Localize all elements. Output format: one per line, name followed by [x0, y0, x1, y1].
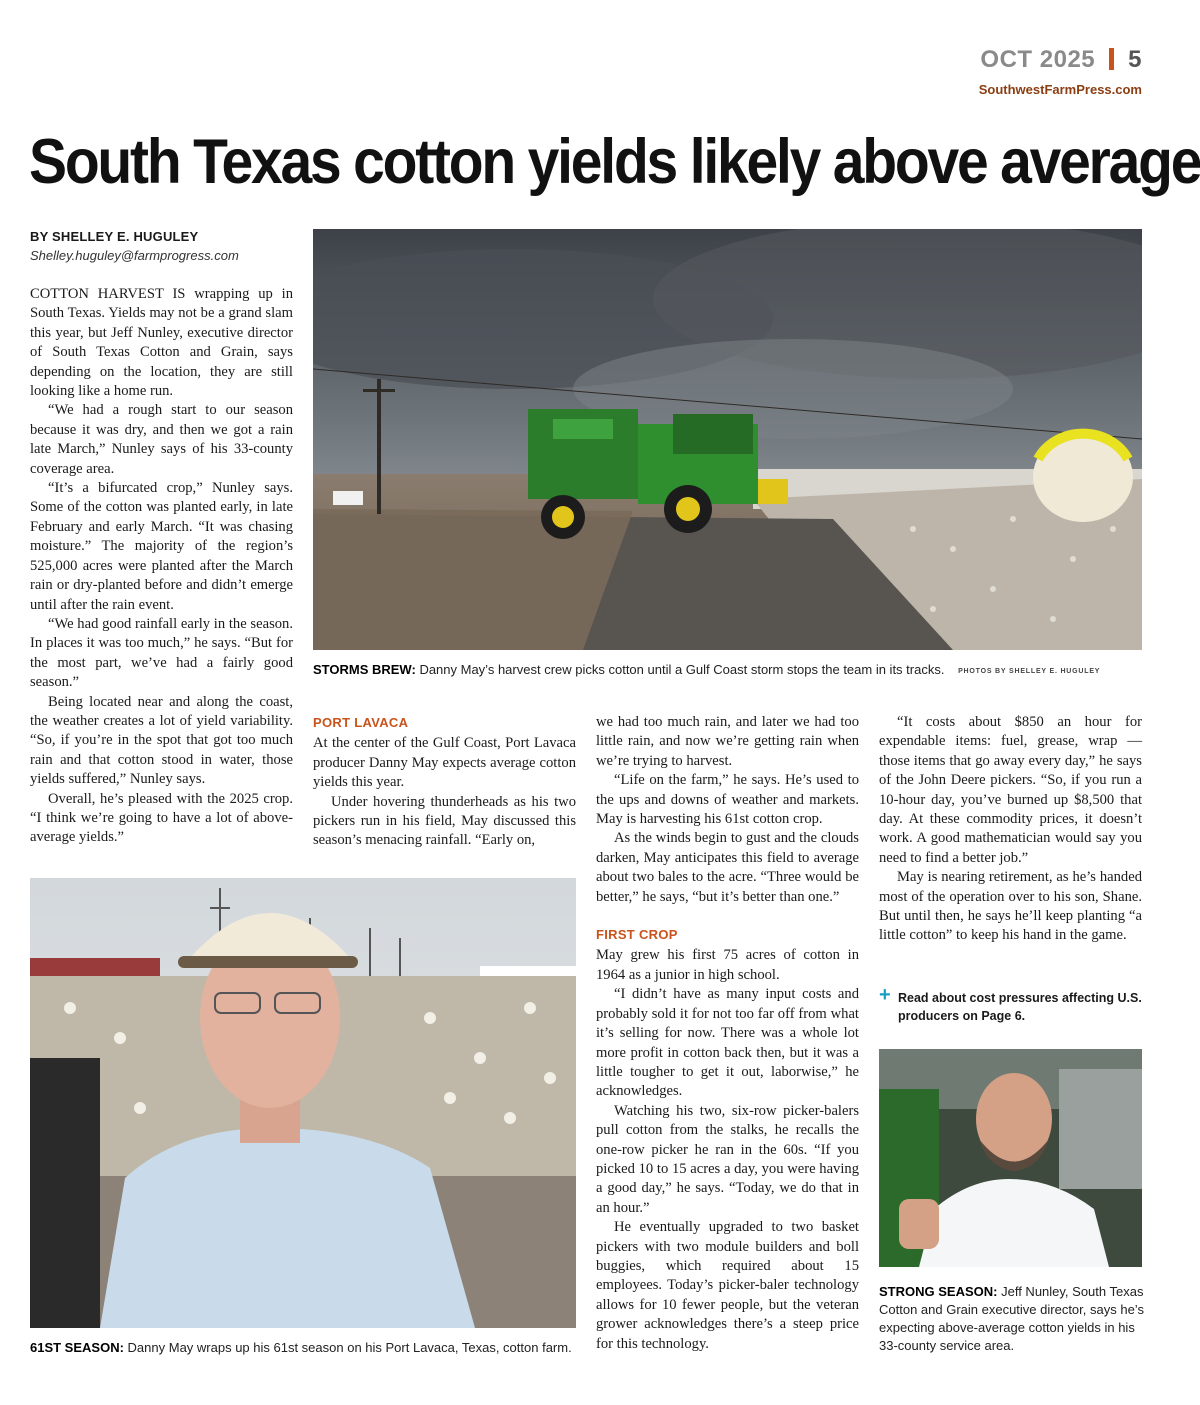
paragraph: Overall, he’s pleased with the 2025 crop. “I think we’re going to have a lot of above-average yields.” [30, 790, 293, 846]
farmer-photo-caption [30, 1339, 590, 1357]
caption-label: STRONG SEASON: [879, 1284, 998, 1299]
paragraph: Watching his two, six-row picker-balers pull cotton from the stalks, he recalls the one-row picker he ran in the 60s. “If you picked 10 to 15 acres a day, you were having a good day,” he says. “Today, we do that in an hour.” [596, 1102, 859, 1216]
paragraph: “It costs about $850 an hour for expendable items: fuel, grease, wrap — those items that go away every day,” he says of the John Deere pickers. “So, if you run a 10-hour day, you’ve burned up $8,500 that day. At these commodity prices, it doesn’t work. A good mathematician would say you need to find a better job.” [879, 714, 1142, 866]
harvest-photo-caption [313, 661, 1143, 681]
farmer-photo [30, 878, 576, 1328]
paragraph: “We had a rough start to our season because it was dry, and then we got a rain late March,” Nunley says of his 33-county coverage area. [30, 402, 293, 477]
subhead-port-lavaca: PORT LAVACA [313, 715, 409, 730]
paragraph: “Life on the farm,” he says. He’s used to the ups and downs of weather and markets. May is harvesting his 61st cotton crop. [596, 772, 859, 828]
caption-label: STORMS BREW: [313, 662, 416, 677]
paragraph: Being located near and along the coast, the weather creates a lot of yield variability. “So, if you’re in the spot that got too much rain and that cotton stood in water, those yields suffered,” Nunley says. [30, 693, 293, 788]
paragraph: May is nearing retirement, as he’s handed most of the operation over to his son, Shane. But until then, he says he’ll keep planting “a little cotton” to keep his hand in the game. [879, 869, 1142, 944]
article-column-2 [313, 713, 576, 851]
promo-text: Read about cost pressures affecting U.S. producers on Page 6. [898, 991, 1142, 1023]
paragraph: As the winds begin to gust and the clouds darken, May anticipates this field to average about two bales to the acre. “Three would be better,” he says, “but it’s better than one.” [596, 830, 859, 905]
caption-text: Jeff Nunley, South Texas Cotton and Grain executive director, says he’s expecting above-average cotton yields in his 33-county service area. [879, 1284, 1144, 1353]
caption-label: 61ST SEASON: [30, 1340, 124, 1355]
director-photo [879, 1049, 1142, 1267]
director-photo-caption [879, 1283, 1144, 1355]
paragraph: May grew his first 75 acres of cotton in 1964 as a junior in high school. [596, 947, 859, 983]
headline: South Texas cotton yields likely above average [29, 126, 1200, 198]
photo-credit: PHOTOS BY SHELLEY E. HUGULEY [958, 668, 1101, 675]
related-article-promo[interactable] [879, 984, 1144, 1025]
article-column-1 [30, 285, 293, 848]
paragraph: He eventually upgraded to two basket pickers with two module builders and boll buggies, which required about 15 employees. Today’s picker-baler technology allows for 10 fewer people, but the veteran grower acknowledges there’s a steep price for this technology. [596, 1219, 859, 1352]
paragraph: “We had good rainfall early in the season. In places it was too much,” he says. “But for the most part, we’ve had a fairly good season.” [30, 615, 293, 691]
issue-date-header [980, 46, 1142, 74]
plus-icon: + [879, 984, 891, 1006]
caption-text: Danny May’s harvest crew picks cotton until a Gulf Coast storm stops the team in its tracks. [419, 662, 945, 677]
subhead-first-crop: FIRST CROP [596, 927, 678, 943]
paragraph: Under hovering thunderheads as his two pickers run in his field, May discussed this season’s menacing rainfall. “Early on, [313, 793, 576, 849]
harvest-photo [313, 229, 1142, 650]
caption-text: Danny May wraps up his 61st season on his Port Lavaca, Texas, cotton farm. [127, 1340, 572, 1355]
paragraph: “It’s a bifurcated crop,” Nunley says. Some of the cotton was planted early, in late February and early March. “It was chasing moisture.” The majority of the region’s 525,000 acres were planted after the March rain or dry-planted before and didn’t emerge until after the rain event. [30, 480, 293, 613]
paragraph: COTTON HARVEST IS wrapping up in South Texas. Yields may not be a grand slam this year, but Jeff Nunley, executive director of South Texas Cotton and Grain, says depending on the location, they are still looking like a home run. [30, 286, 293, 400]
author-email[interactable]: Shelley.huguley@farmprogress.com [30, 248, 239, 263]
website-link[interactable]: SouthwestFarmPress.com [978, 82, 1142, 97]
page-number: 5 [1128, 46, 1142, 73]
paragraph: we had too much rain, and later we had too little rain, and now we’re getting rain when we’re trying to harvest. [596, 714, 859, 769]
paragraph: “I didn’t have as many input costs and probably sold it for not too far off from what it’s selling for now. There was a whole lot more profit in cotton back then, but it was a little tougher to get it out, laborwise,” he acknowledges. [596, 986, 859, 1100]
header-divider-bar [1109, 48, 1114, 70]
article-column-3 [596, 713, 859, 1354]
article-column-4 [879, 713, 1142, 946]
issue-date: OCT 2025 [980, 46, 1096, 73]
paragraph: At the center of the Gulf Coast, Port Lavaca producer Danny May expects average cotton yields this year. [313, 735, 576, 791]
byline: BY SHELLEY E. HUGULEY [30, 229, 199, 244]
